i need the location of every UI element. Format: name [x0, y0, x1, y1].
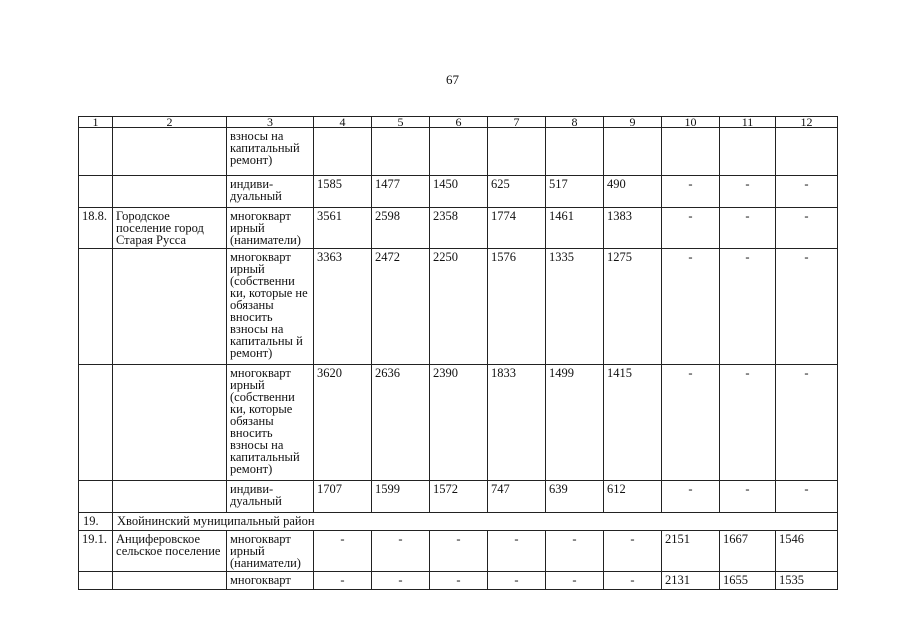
value-cell: 639: [546, 481, 604, 513]
housing-type: многокварт ирный (наниматели): [227, 208, 314, 249]
value-cell: 1546: [776, 531, 838, 572]
settlement-name: [113, 365, 227, 481]
housing-type: многокварт ирный (наниматели): [227, 531, 314, 572]
table-row: [79, 176, 838, 208]
value-cell: 1707: [314, 481, 372, 513]
table-row: [79, 208, 838, 249]
settlement-name: [113, 572, 227, 590]
table-row: [79, 531, 838, 572]
value-cell: -: [720, 249, 776, 365]
row-number: [79, 176, 113, 208]
value-cell: -: [662, 481, 720, 513]
column-header: 7: [488, 117, 546, 128]
value-cell: 1576: [488, 249, 546, 365]
column-header: 5: [372, 117, 430, 128]
column-header: 2: [113, 117, 227, 128]
value-cell: 1335: [546, 249, 604, 365]
value-cell: 625: [488, 176, 546, 208]
column-header: 10: [662, 117, 720, 128]
value-cell: -: [720, 208, 776, 249]
value-cell: 1774: [488, 208, 546, 249]
settlement-name: [113, 481, 227, 513]
value-cell: [776, 128, 838, 176]
column-header: 6: [430, 117, 488, 128]
value-cell: 3561: [314, 208, 372, 249]
housing-type: взносы на капитальный ремонт): [227, 128, 314, 176]
value-cell: 1535: [776, 572, 838, 590]
row-number: [79, 481, 113, 513]
value-cell: -: [546, 572, 604, 590]
value-cell: 747: [488, 481, 546, 513]
table-row: [79, 481, 838, 513]
value-cell: -: [720, 176, 776, 208]
row-number: 19.1.: [79, 531, 113, 572]
value-cell: 1383: [604, 208, 662, 249]
value-cell: 1275: [604, 249, 662, 365]
value-cell: -: [776, 249, 838, 365]
value-cell: -: [776, 481, 838, 513]
value-cell: -: [488, 531, 546, 572]
value-cell: -: [662, 249, 720, 365]
row-number: [79, 249, 113, 365]
table-row: [79, 128, 838, 176]
housing-type: многокварт ирный (собственни ки, которые не обязаны вносить взносы на капитальны й ремонт): [227, 249, 314, 365]
value-cell: 490: [604, 176, 662, 208]
column-header: 4: [314, 117, 372, 128]
value-cell: [720, 128, 776, 176]
value-cell: 3363: [314, 249, 372, 365]
page-number: 67: [446, 72, 459, 87]
value-cell: 1499: [546, 365, 604, 481]
value-cell: 1450: [430, 176, 488, 208]
value-cell: [604, 128, 662, 176]
row-number: [79, 128, 113, 176]
value-cell: 1572: [430, 481, 488, 513]
row-number: 18.8.: [79, 208, 113, 249]
value-cell: -: [662, 208, 720, 249]
row-number: [79, 572, 113, 590]
value-cell: [314, 128, 372, 176]
value-cell: -: [430, 531, 488, 572]
housing-type: многокварт: [227, 572, 314, 590]
housing-type: многокварт ирный (собственни ки, которые обязаны вносить взносы на капитальный ремонт): [227, 365, 314, 481]
value-cell: -: [776, 176, 838, 208]
column-header: 1: [79, 117, 113, 128]
value-cell: -: [314, 572, 372, 590]
settlement-name: [113, 249, 227, 365]
value-cell: [488, 128, 546, 176]
section-row: [79, 513, 838, 531]
settlement-name: Городское поселение город Старая Русса: [113, 208, 227, 249]
value-cell: -: [314, 531, 372, 572]
value-cell: -: [604, 572, 662, 590]
table-row: [79, 249, 838, 365]
housing-type: индиви-дуальный: [227, 176, 314, 208]
value-cell: 1461: [546, 208, 604, 249]
value-cell: 1655: [720, 572, 776, 590]
value-cell: -: [776, 208, 838, 249]
value-cell: -: [546, 531, 604, 572]
value-cell: [430, 128, 488, 176]
value-cell: -: [372, 572, 430, 590]
value-cell: -: [372, 531, 430, 572]
value-cell: 2131: [662, 572, 720, 590]
value-cell: 2250: [430, 249, 488, 365]
section-number: 19.: [79, 513, 113, 531]
value-cell: -: [662, 176, 720, 208]
value-cell: 1833: [488, 365, 546, 481]
value-cell: -: [488, 572, 546, 590]
value-cell: 1667: [720, 531, 776, 572]
header-row: [79, 117, 838, 128]
value-cell: 2472: [372, 249, 430, 365]
table-row: [79, 572, 838, 590]
value-cell: 1585: [314, 176, 372, 208]
value-cell: [372, 128, 430, 176]
value-cell: 1477: [372, 176, 430, 208]
value-cell: 517: [546, 176, 604, 208]
value-cell: 3620: [314, 365, 372, 481]
column-header: 8: [546, 117, 604, 128]
section-title: Хвойнинский муниципальный район: [113, 513, 838, 531]
value-cell: 2636: [372, 365, 430, 481]
value-cell: 1599: [372, 481, 430, 513]
value-cell: 612: [604, 481, 662, 513]
value-cell: [662, 128, 720, 176]
column-header: 11: [720, 117, 776, 128]
column-header: 3: [227, 117, 314, 128]
value-cell: -: [720, 365, 776, 481]
settlement-name: Анциферовское сельское поселение: [113, 531, 227, 572]
settlement-name: [113, 176, 227, 208]
table-row: [79, 365, 838, 481]
value-cell: -: [604, 531, 662, 572]
column-header: 9: [604, 117, 662, 128]
column-header: 12: [776, 117, 838, 128]
settlement-name: [113, 128, 227, 176]
tariff-table: [78, 116, 838, 590]
value-cell: 2598: [372, 208, 430, 249]
value-cell: 2390: [430, 365, 488, 481]
value-cell: -: [720, 481, 776, 513]
value-cell: -: [430, 572, 488, 590]
value-cell: 2358: [430, 208, 488, 249]
value-cell: 1415: [604, 365, 662, 481]
housing-type: индиви-дуальный: [227, 481, 314, 513]
row-number: [79, 365, 113, 481]
value-cell: 2151: [662, 531, 720, 572]
value-cell: -: [776, 365, 838, 481]
value-cell: [546, 128, 604, 176]
value-cell: -: [662, 365, 720, 481]
